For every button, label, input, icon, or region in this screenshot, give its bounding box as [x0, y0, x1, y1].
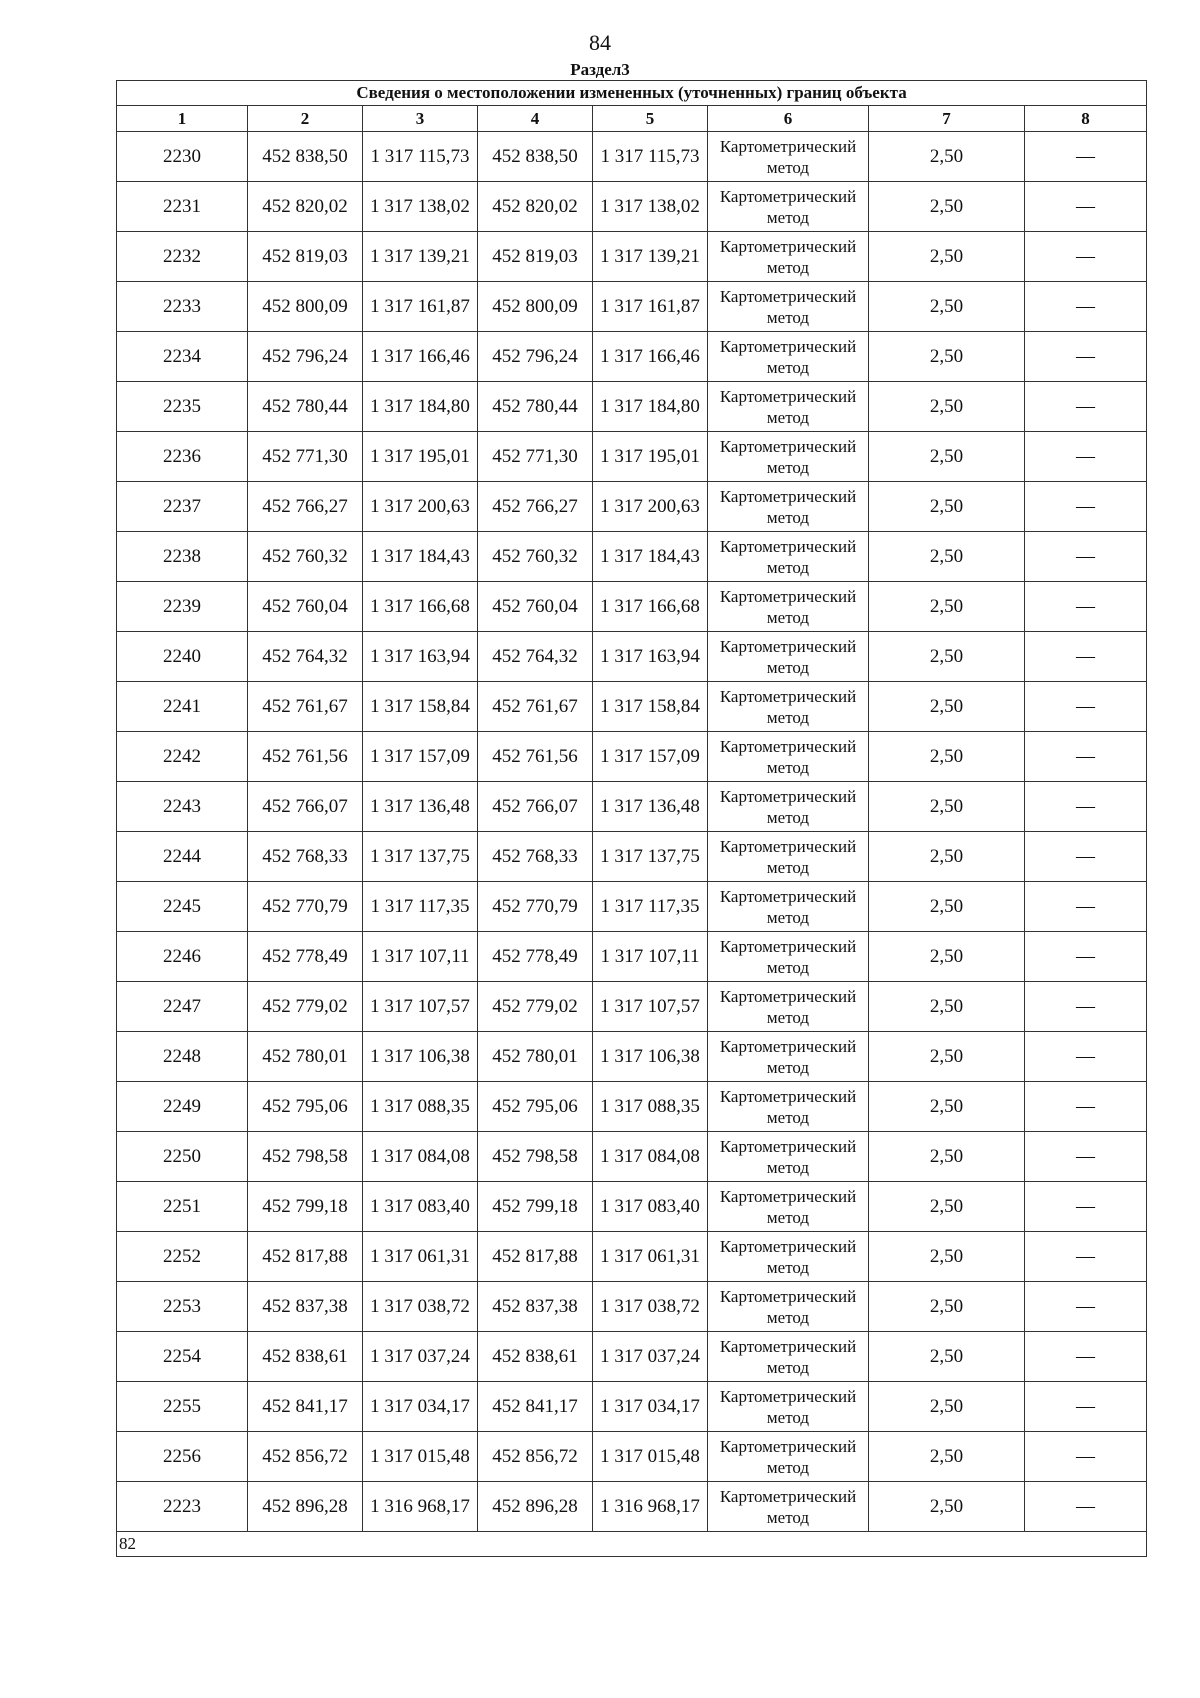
description-cell: —: [1025, 382, 1147, 432]
column-number-row: [117, 106, 1147, 132]
point-number-cell: 2256: [117, 1432, 248, 1482]
table-row: [117, 682, 1147, 732]
x-coord-old-cell: 452 838,61: [248, 1332, 363, 1382]
accuracy-cell: 2,50: [869, 732, 1025, 782]
description-cell: —: [1025, 1432, 1147, 1482]
x-coord-old-cell: 452 817,88: [248, 1232, 363, 1282]
table-row: [117, 532, 1147, 582]
y-coord-new-cell: 1 317 166,46: [593, 332, 708, 382]
method-cell: Картометрический метод: [708, 432, 869, 482]
point-number-cell: 2232: [117, 232, 248, 282]
section-title: Раздел3: [570, 60, 630, 79]
point-number-cell: 2252: [117, 1232, 248, 1282]
y-coord-old-cell: 1 317 158,84: [363, 682, 478, 732]
accuracy-cell: 2,50: [869, 1132, 1025, 1182]
description-cell: —: [1025, 832, 1147, 882]
x-coord-old-cell: 452 796,24: [248, 332, 363, 382]
y-coord-old-cell: 1 317 184,80: [363, 382, 478, 432]
y-coord-old-cell: 1 317 166,46: [363, 332, 478, 382]
table-body: [117, 132, 1147, 1532]
table-row: [117, 832, 1147, 882]
description-cell: —: [1025, 632, 1147, 682]
method-cell: Картометрический метод: [708, 682, 869, 732]
x-coord-old-cell: 452 761,67: [248, 682, 363, 732]
y-coord-new-cell: 1 317 037,24: [593, 1332, 708, 1382]
method-cell: Картометрический метод: [708, 332, 869, 382]
x-coord-old-cell: 452 766,27: [248, 482, 363, 532]
x-coord-old-cell: 452 780,01: [248, 1032, 363, 1082]
column-header-5: 5: [593, 106, 708, 132]
description-cell: —: [1025, 332, 1147, 382]
table-row: [117, 132, 1147, 182]
x-coord-new-cell: 452 896,28: [478, 1482, 593, 1532]
accuracy-cell: 2,50: [869, 432, 1025, 482]
accuracy-cell: 2,50: [869, 382, 1025, 432]
y-coord-old-cell: 1 317 107,11: [363, 932, 478, 982]
x-coord-new-cell: 452 800,09: [478, 282, 593, 332]
method-cell: Картометрический метод: [708, 632, 869, 682]
column-header-3: 3: [363, 106, 478, 132]
accuracy-cell: 2,50: [869, 532, 1025, 582]
x-coord-new-cell: 452 798,58: [478, 1132, 593, 1182]
point-number-cell: 2254: [117, 1332, 248, 1382]
y-coord-new-cell: 1 317 166,68: [593, 582, 708, 632]
boundary-coordinates-table: [116, 80, 1147, 1557]
description-cell: —: [1025, 982, 1147, 1032]
table-row: [117, 882, 1147, 932]
x-coord-old-cell: 452 779,02: [248, 982, 363, 1032]
description-cell: —: [1025, 932, 1147, 982]
table-row: [117, 232, 1147, 282]
x-coord-old-cell: 452 780,44: [248, 382, 363, 432]
y-coord-old-cell: 1 317 084,08: [363, 1132, 478, 1182]
y-coord-old-cell: 1 317 117,35: [363, 882, 478, 932]
x-coord-old-cell: 452 837,38: [248, 1282, 363, 1332]
method-cell: Картометрический метод: [708, 882, 869, 932]
x-coord-old-cell: 452 799,18: [248, 1182, 363, 1232]
y-coord-new-cell: 1 317 195,01: [593, 432, 708, 482]
accuracy-cell: 2,50: [869, 932, 1025, 982]
y-coord-old-cell: 1 317 166,68: [363, 582, 478, 632]
accuracy-cell: 2,50: [869, 232, 1025, 282]
y-coord-new-cell: 1 317 200,63: [593, 482, 708, 532]
x-coord-new-cell: 452 837,38: [478, 1282, 593, 1332]
x-coord-old-cell: 452 838,50: [248, 132, 363, 182]
y-coord-new-cell: 1 317 015,48: [593, 1432, 708, 1482]
x-coord-old-cell: 452 856,72: [248, 1432, 363, 1482]
y-coord-old-cell: 1 317 163,94: [363, 632, 478, 682]
x-coord-old-cell: 452 896,28: [248, 1482, 363, 1532]
x-coord-old-cell: 452 771,30: [248, 432, 363, 482]
point-number-cell: 2223: [117, 1482, 248, 1532]
point-number-cell: 2251: [117, 1182, 248, 1232]
x-coord-new-cell: 452 770,79: [478, 882, 593, 932]
y-coord-new-cell: 1 317 106,38: [593, 1032, 708, 1082]
x-coord-old-cell: 452 760,32: [248, 532, 363, 582]
accuracy-cell: 2,50: [869, 1332, 1025, 1382]
table-caption: Сведения о местоположении измененных (уточненных) границ объекта: [117, 81, 1147, 106]
column-header-6: 6: [708, 106, 869, 132]
x-coord-old-cell: 452 800,09: [248, 282, 363, 332]
description-cell: —: [1025, 182, 1147, 232]
accuracy-cell: 2,50: [869, 182, 1025, 232]
table-row: [117, 1182, 1147, 1232]
y-coord-new-cell: 1 317 184,43: [593, 532, 708, 582]
point-number-cell: 2230: [117, 132, 248, 182]
accuracy-cell: 2,50: [869, 1282, 1025, 1332]
point-number-cell: 2248: [117, 1032, 248, 1082]
method-cell: Картометрический метод: [708, 482, 869, 532]
x-coord-old-cell: 452 819,03: [248, 232, 363, 282]
table-row: [117, 382, 1147, 432]
point-number-cell: 2241: [117, 682, 248, 732]
x-coord-new-cell: 452 760,32: [478, 532, 593, 582]
method-cell: Картометрический метод: [708, 1282, 869, 1332]
x-coord-new-cell: 452 838,61: [478, 1332, 593, 1382]
description-cell: —: [1025, 1232, 1147, 1282]
y-coord-new-cell: 1 317 107,11: [593, 932, 708, 982]
table-row: [117, 332, 1147, 382]
x-coord-new-cell: 452 820,02: [478, 182, 593, 232]
method-cell: Картометрический метод: [708, 732, 869, 782]
y-coord-old-cell: 1 317 015,48: [363, 1432, 478, 1482]
y-coord-new-cell: 1 317 034,17: [593, 1382, 708, 1432]
accuracy-cell: 2,50: [869, 1182, 1025, 1232]
x-coord-old-cell: 452 798,58: [248, 1132, 363, 1182]
y-coord-old-cell: 1 317 088,35: [363, 1082, 478, 1132]
y-coord-old-cell: 1 317 136,48: [363, 782, 478, 832]
y-coord-new-cell: 1 317 083,40: [593, 1182, 708, 1232]
y-coord-new-cell: 1 317 184,80: [593, 382, 708, 432]
x-coord-old-cell: 452 761,56: [248, 732, 363, 782]
y-coord-new-cell: 1 317 088,35: [593, 1082, 708, 1132]
y-coord-old-cell: 1 317 161,87: [363, 282, 478, 332]
y-coord-old-cell: 1 317 138,02: [363, 182, 478, 232]
y-coord-old-cell: 1 317 034,17: [363, 1382, 478, 1432]
point-number-cell: 2242: [117, 732, 248, 782]
accuracy-cell: 2,50: [869, 482, 1025, 532]
table-row: [117, 432, 1147, 482]
y-coord-old-cell: 1 317 137,75: [363, 832, 478, 882]
table-row: [117, 782, 1147, 832]
x-coord-new-cell: 452 841,17: [478, 1382, 593, 1432]
point-number-cell: 2240: [117, 632, 248, 682]
point-number-cell: 2231: [117, 182, 248, 232]
description-cell: —: [1025, 682, 1147, 732]
point-number-cell: 2255: [117, 1382, 248, 1432]
table-row: [117, 932, 1147, 982]
method-cell: Картометрический метод: [708, 782, 869, 832]
y-coord-new-cell: 1 317 136,48: [593, 782, 708, 832]
method-cell: Картометрический метод: [708, 1232, 869, 1282]
x-coord-new-cell: 452 799,18: [478, 1182, 593, 1232]
y-coord-new-cell: 1 316 968,17: [593, 1482, 708, 1532]
method-cell: Картометрический метод: [708, 282, 869, 332]
y-coord-new-cell: 1 317 038,72: [593, 1282, 708, 1332]
table-row: [117, 982, 1147, 1032]
table-row: [117, 182, 1147, 232]
x-coord-new-cell: 452 856,72: [478, 1432, 593, 1482]
y-coord-old-cell: 1 317 184,43: [363, 532, 478, 582]
method-cell: Картометрический метод: [708, 382, 869, 432]
x-coord-old-cell: 452 841,17: [248, 1382, 363, 1432]
description-cell: —: [1025, 782, 1147, 832]
accuracy-cell: 2,50: [869, 582, 1025, 632]
x-coord-new-cell: 452 796,24: [478, 332, 593, 382]
x-coord-new-cell: 452 766,27: [478, 482, 593, 532]
page-number: 84: [589, 30, 611, 55]
y-coord-old-cell: 1 317 107,57: [363, 982, 478, 1032]
accuracy-cell: 2,50: [869, 1432, 1025, 1482]
table-row: [117, 1232, 1147, 1282]
x-coord-new-cell: 452 795,06: [478, 1082, 593, 1132]
method-cell: Картометрический метод: [708, 1332, 869, 1382]
method-cell: Картометрический метод: [708, 1482, 869, 1532]
column-header-1: 1: [117, 106, 248, 132]
description-cell: —: [1025, 882, 1147, 932]
description-cell: —: [1025, 232, 1147, 282]
point-number-cell: 2246: [117, 932, 248, 982]
y-coord-old-cell: 1 317 115,73: [363, 132, 478, 182]
description-cell: —: [1025, 1182, 1147, 1232]
table-row: [117, 1032, 1147, 1082]
x-coord-new-cell: 452 771,30: [478, 432, 593, 482]
y-coord-old-cell: 1 317 038,72: [363, 1282, 478, 1332]
y-coord-new-cell: 1 317 084,08: [593, 1132, 708, 1182]
x-coord-new-cell: 452 817,88: [478, 1232, 593, 1282]
method-cell: Картометрический метод: [708, 1182, 869, 1232]
y-coord-new-cell: 1 317 161,87: [593, 282, 708, 332]
column-header-7: 7: [869, 106, 1025, 132]
y-coord-new-cell: 1 317 139,21: [593, 232, 708, 282]
point-number-cell: 2236: [117, 432, 248, 482]
accuracy-cell: 2,50: [869, 1032, 1025, 1082]
point-number-cell: 2249: [117, 1082, 248, 1132]
description-cell: —: [1025, 132, 1147, 182]
x-coord-old-cell: 452 820,02: [248, 182, 363, 232]
accuracy-cell: 2,50: [869, 1232, 1025, 1282]
method-cell: Картометрический метод: [708, 832, 869, 882]
y-coord-new-cell: 1 317 115,73: [593, 132, 708, 182]
y-coord-old-cell: 1 317 106,38: [363, 1032, 478, 1082]
point-number-cell: 2234: [117, 332, 248, 382]
table-row: [117, 1132, 1147, 1182]
accuracy-cell: 2,50: [869, 982, 1025, 1032]
table-row: [117, 732, 1147, 782]
description-cell: —: [1025, 1282, 1147, 1332]
x-coord-new-cell: 452 760,04: [478, 582, 593, 632]
method-cell: Картометрический метод: [708, 1082, 869, 1132]
y-coord-new-cell: 1 317 137,75: [593, 832, 708, 882]
x-coord-old-cell: 452 768,33: [248, 832, 363, 882]
x-coord-new-cell: 452 838,50: [478, 132, 593, 182]
method-cell: Картометрический метод: [708, 182, 869, 232]
y-coord-old-cell: 1 317 061,31: [363, 1232, 478, 1282]
y-coord-new-cell: 1 317 107,57: [593, 982, 708, 1032]
table-row: [117, 582, 1147, 632]
y-coord-old-cell: 1 317 139,21: [363, 232, 478, 282]
method-cell: Картометрический метод: [708, 532, 869, 582]
method-cell: Картометрический метод: [708, 1382, 869, 1432]
x-coord-new-cell: 452 761,56: [478, 732, 593, 782]
x-coord-new-cell: 452 766,07: [478, 782, 593, 832]
y-coord-new-cell: 1 317 158,84: [593, 682, 708, 732]
point-number-cell: 2250: [117, 1132, 248, 1182]
y-coord-new-cell: 1 317 117,35: [593, 882, 708, 932]
x-coord-new-cell: 452 778,49: [478, 932, 593, 982]
description-cell: —: [1025, 1332, 1147, 1382]
table-footer-number: 82: [117, 1532, 1147, 1557]
point-number-cell: 2235: [117, 382, 248, 432]
table-row: [117, 1482, 1147, 1532]
x-coord-new-cell: 452 761,67: [478, 682, 593, 732]
y-coord-new-cell: 1 317 061,31: [593, 1232, 708, 1282]
description-cell: —: [1025, 432, 1147, 482]
x-coord-old-cell: 452 760,04: [248, 582, 363, 632]
table-row: [117, 1282, 1147, 1332]
accuracy-cell: 2,50: [869, 332, 1025, 382]
method-cell: Картометрический метод: [708, 932, 869, 982]
point-number-cell: 2237: [117, 482, 248, 532]
y-coord-old-cell: 1 316 968,17: [363, 1482, 478, 1532]
column-header-4: 4: [478, 106, 593, 132]
accuracy-cell: 2,50: [869, 832, 1025, 882]
point-number-cell: 2245: [117, 882, 248, 932]
accuracy-cell: 2,50: [869, 882, 1025, 932]
accuracy-cell: 2,50: [869, 1082, 1025, 1132]
y-coord-new-cell: 1 317 163,94: [593, 632, 708, 682]
x-coord-old-cell: 452 766,07: [248, 782, 363, 832]
method-cell: Картометрический метод: [708, 982, 869, 1032]
method-cell: Картометрический метод: [708, 1432, 869, 1482]
table-row: [117, 1332, 1147, 1382]
method-cell: Картометрический метод: [708, 132, 869, 182]
point-number-cell: 2247: [117, 982, 248, 1032]
description-cell: —: [1025, 732, 1147, 782]
y-coord-new-cell: 1 317 157,09: [593, 732, 708, 782]
y-coord-old-cell: 1 317 083,40: [363, 1182, 478, 1232]
x-coord-old-cell: 452 770,79: [248, 882, 363, 932]
accuracy-cell: 2,50: [869, 132, 1025, 182]
x-coord-old-cell: 452 764,32: [248, 632, 363, 682]
description-cell: —: [1025, 282, 1147, 332]
column-header-2: 2: [248, 106, 363, 132]
description-cell: —: [1025, 1032, 1147, 1082]
table-row: [117, 632, 1147, 682]
x-coord-new-cell: 452 780,44: [478, 382, 593, 432]
x-coord-new-cell: 452 819,03: [478, 232, 593, 282]
point-number-cell: 2239: [117, 582, 248, 632]
point-number-cell: 2233: [117, 282, 248, 332]
description-cell: —: [1025, 1082, 1147, 1132]
x-coord-new-cell: 452 779,02: [478, 982, 593, 1032]
accuracy-cell: 2,50: [869, 632, 1025, 682]
y-coord-old-cell: 1 317 157,09: [363, 732, 478, 782]
point-number-cell: 2243: [117, 782, 248, 832]
x-coord-old-cell: 452 778,49: [248, 932, 363, 982]
description-cell: —: [1025, 1382, 1147, 1432]
x-coord-old-cell: 452 795,06: [248, 1082, 363, 1132]
y-coord-old-cell: 1 317 195,01: [363, 432, 478, 482]
description-cell: —: [1025, 482, 1147, 532]
method-cell: Картометрический метод: [708, 232, 869, 282]
method-cell: Картометрический метод: [708, 582, 869, 632]
description-cell: —: [1025, 1482, 1147, 1532]
x-coord-new-cell: 452 780,01: [478, 1032, 593, 1082]
accuracy-cell: 2,50: [869, 1482, 1025, 1532]
description-cell: —: [1025, 582, 1147, 632]
accuracy-cell: 2,50: [869, 1382, 1025, 1432]
point-number-cell: 2244: [117, 832, 248, 882]
description-cell: —: [1025, 532, 1147, 582]
x-coord-new-cell: 452 768,33: [478, 832, 593, 882]
table-row: [117, 1082, 1147, 1132]
table-row: [117, 1432, 1147, 1482]
method-cell: Картометрический метод: [708, 1132, 869, 1182]
y-coord-old-cell: 1 317 037,24: [363, 1332, 478, 1382]
table-row: [117, 282, 1147, 332]
accuracy-cell: 2,50: [869, 282, 1025, 332]
table-row: [117, 1382, 1147, 1432]
y-coord-new-cell: 1 317 138,02: [593, 182, 708, 232]
description-cell: —: [1025, 1132, 1147, 1182]
table-row: [117, 482, 1147, 532]
point-number-cell: 2238: [117, 532, 248, 582]
x-coord-new-cell: 452 764,32: [478, 632, 593, 682]
accuracy-cell: 2,50: [869, 682, 1025, 732]
method-cell: Картометрический метод: [708, 1032, 869, 1082]
accuracy-cell: 2,50: [869, 782, 1025, 832]
point-number-cell: 2253: [117, 1282, 248, 1332]
column-header-8: 8: [1025, 106, 1147, 132]
y-coord-old-cell: 1 317 200,63: [363, 482, 478, 532]
